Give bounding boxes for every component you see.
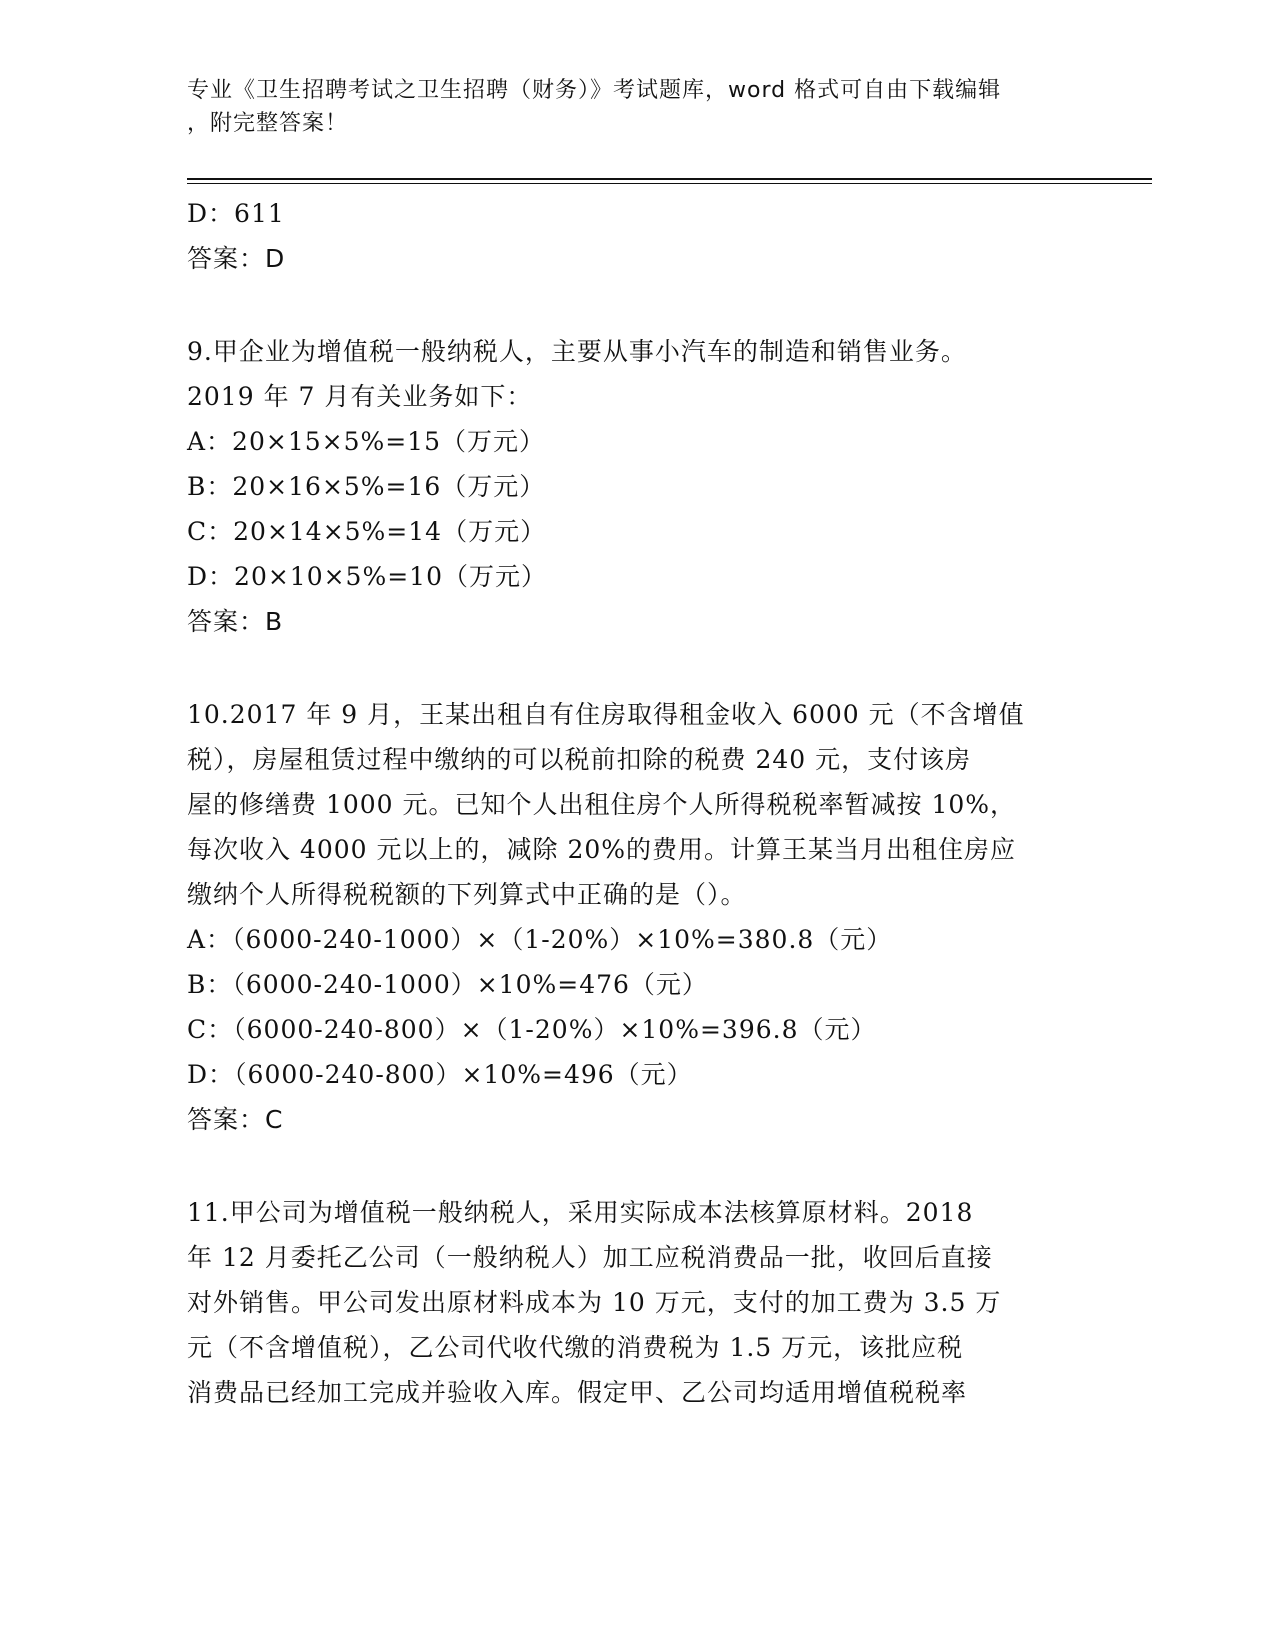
question-stem-line: 屋的修缮费 1000 元。已知个人出租住房个人所得税税率暂减按 10%， [187,790,1017,819]
answer-line: 答案：D [187,244,286,273]
option-d: D：（6000-240-800）×10%=496（元） [187,1060,693,1089]
option-a: A：（6000-240-1000）×（1-20%）×10%=380.8（元） [187,925,893,954]
question-stem-line: 9.甲企业为增值税一般纳税人，主要从事小汽车的制造和销售业务。 [187,337,967,366]
question-stem-line: 缴纳个人所得税税额的下列算式中正确的是（）。 [187,880,747,909]
question-11 [187,1190,1087,1415]
question-stem-line: 10.2017 年 9 月，王某出租自有住房取得租金收入 6000 元（不含增值 [187,700,1025,729]
option-a: A：20×15×5%=15（万元） [187,427,545,456]
question-stem-line: 税），房屋租赁过程中缴纳的可以税前扣除的税费 240 元，支付该房 [187,745,972,774]
header-line-1: 专业《卫生招聘考试之卫生招聘（财务）》考试题库，word 格式可自由下载编辑 [187,78,1002,103]
header-line-2: ，附完整答案！ [187,111,349,136]
option-c: C：20×14×5%=14（万元） [187,517,547,546]
question-8 [187,191,1087,281]
option-b: B：20×16×5%=16（万元） [187,472,546,501]
question-stem-line: 对外销售。甲公司发出原材料成本为 10 万元，支付的加工费为 3.5 万 [187,1288,1002,1317]
question-9 [187,329,1087,644]
option-b: B：（6000-240-1000）×10%=476（元） [187,970,708,999]
question-stem-line: 11.甲公司为增值税一般纳税人，采用实际成本法核算原材料。2018 [187,1198,974,1227]
question-stem-line: 每次收入 4000 元以上的，减除 20%的费用。计算王某当月出租住房应 [187,835,1017,864]
answer-line: 答案：B [187,607,284,636]
question-stem-line: 消费品已经加工完成并验收入库。假定甲、乙公司均适用增值税税率 [187,1378,968,1407]
header-divider-thin [187,183,1152,184]
header-divider-thick [187,178,1152,180]
question-stem-line: 2019 年 7 月有关业务如下： [187,382,533,411]
question-stem-line: 元（不含增值税），乙公司代收代缴的消费税为 1.5 万元，该批应税 [187,1333,964,1362]
option-d: D：611 [187,199,285,228]
option-c: C：（6000-240-800）×（1-20%）×10%=396.8（元） [187,1015,877,1044]
question-10 [187,692,1087,1142]
page-header [187,74,1067,140]
question-stem-line: 年 12 月委托乙公司（一般纳税人）加工应税消费品一批，收回后直接 [187,1243,993,1272]
answer-line: 答案：C [187,1105,284,1134]
document-body [187,191,1087,1415]
option-d: D：20×10×5%=10（万元） [187,562,547,591]
